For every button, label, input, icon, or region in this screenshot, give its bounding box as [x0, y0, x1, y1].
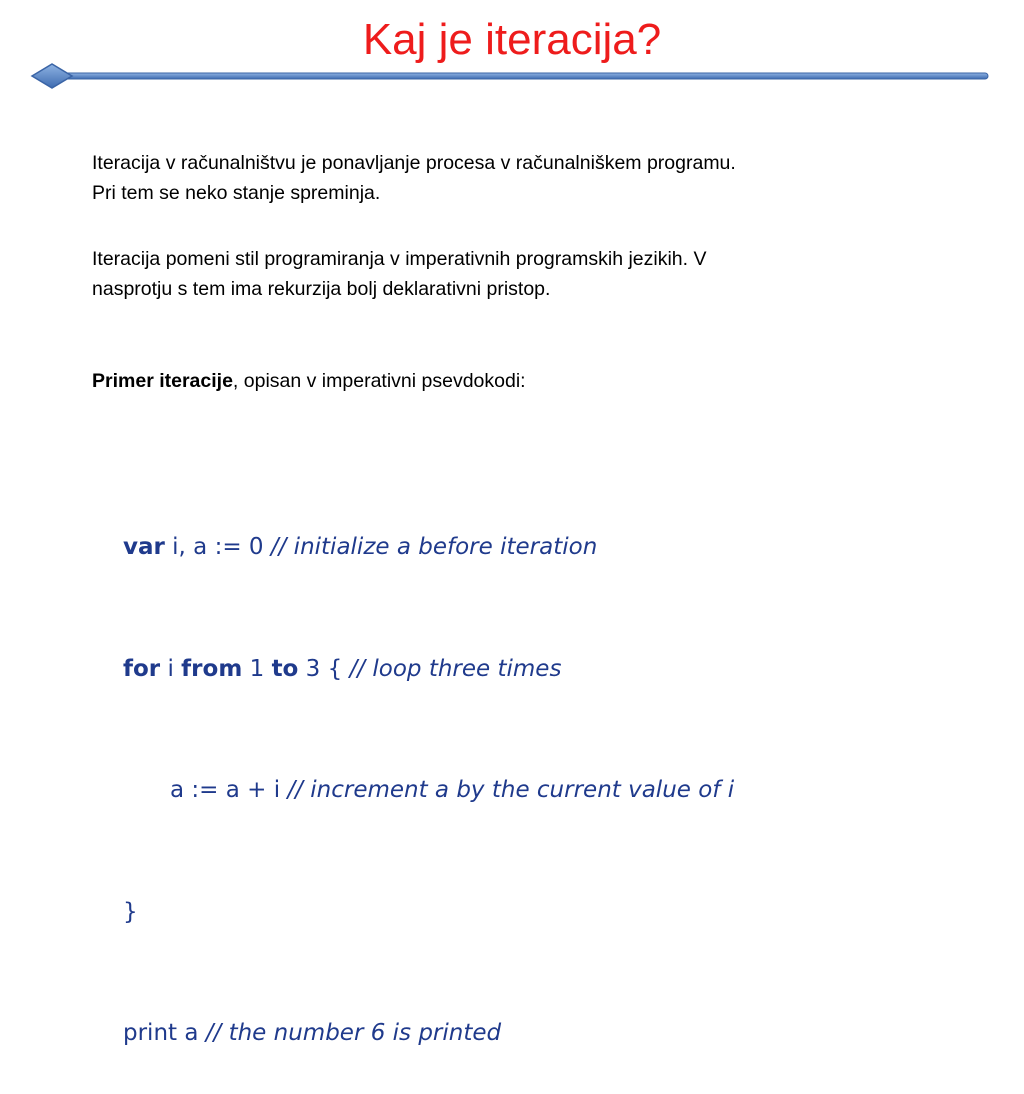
code-text: i, a := 0	[164, 534, 271, 560]
code-text: }	[123, 898, 138, 925]
pseudocode-block	[123, 446, 734, 1094]
code-text: print a	[123, 1020, 206, 1046]
paragraph-definition-line1: Iteracija v računalništvu je ponavljanje procesa v računalniškem programu.	[92, 152, 736, 174]
code-text: 1	[242, 655, 272, 682]
code-text: 3 {	[298, 655, 350, 682]
keyword-to: to	[271, 655, 299, 682]
code-line-5	[123, 1013, 734, 1054]
code-comment: // loop three times	[349, 655, 562, 682]
slide-title: Kaj je iteracija?	[362, 15, 662, 64]
paragraph-style-line2: nasprotju s tem ima rekurzija bolj deklarativni pristop.	[92, 278, 551, 300]
code-comment: // increment a by the current value of i	[287, 777, 735, 803]
rule-diamond-ornament	[32, 64, 72, 88]
code-line-1	[123, 527, 734, 568]
paragraph-definition	[92, 148, 972, 208]
code-line-4	[123, 892, 734, 933]
paragraph-style	[92, 244, 972, 304]
title-divider-rule	[30, 62, 994, 92]
code-comment: // the number 6 is printed	[205, 1020, 502, 1046]
code-line-2	[123, 649, 734, 690]
code-text: a := a + i	[170, 777, 288, 803]
keyword-var: var	[123, 534, 165, 560]
paragraph-example-intro	[92, 366, 972, 396]
code-comment: // initialize a before iteration	[270, 534, 598, 560]
example-heading-rest: , opisan v imperativni psevdokodi:	[232, 370, 526, 392]
rule-line	[50, 73, 988, 79]
paragraph-style-line1: Iteracija pomeni stil programiranja v imperativnih programskih jezikih. V	[92, 248, 707, 270]
keyword-for: for	[123, 655, 161, 682]
code-text: i	[160, 655, 182, 682]
example-heading-bold: Primer iteracije	[92, 370, 233, 392]
keyword-from: from	[181, 655, 243, 682]
code-line-3	[123, 770, 734, 811]
paragraph-definition-line2: Pri tem se neko stanje spreminja.	[92, 182, 381, 204]
